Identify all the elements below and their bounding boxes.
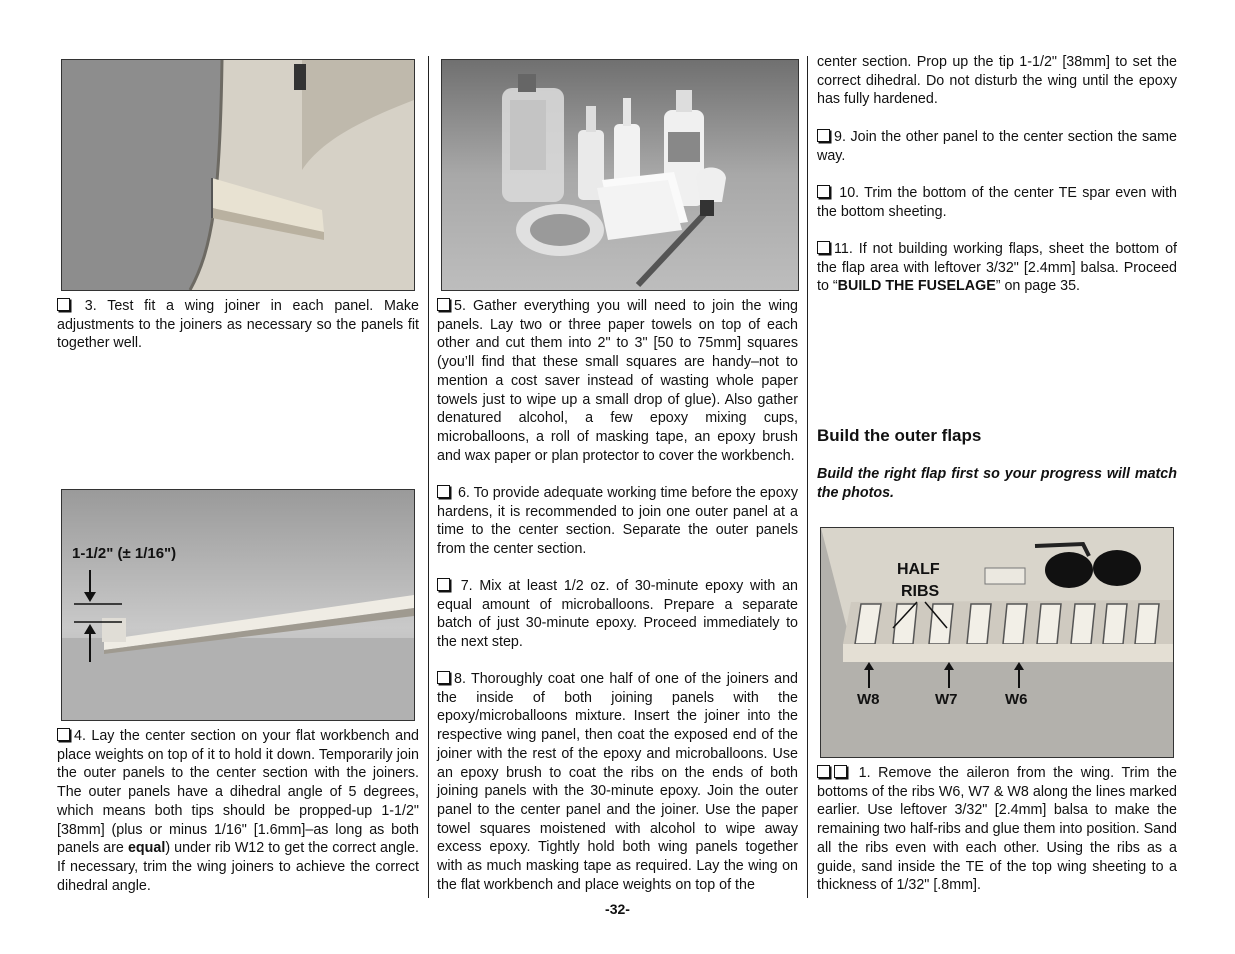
checkbox-icon[interactable] [817,241,830,254]
label-ribs: RIBS [901,583,940,600]
checkbox-icon[interactable] [57,728,70,741]
checkbox-icon[interactable] [834,765,847,778]
label-w6: W6 [1005,691,1028,708]
flap-step-1: 1. Remove the aileron from the wing. Trim the bottoms of the ribs W6, W7 & W8 along the lines marked earlier. Use leftover 3/32" [2.4mm] balsa to make the remaining two half-ribs and glue them into position. Sand all the ribs even with each other. Using the ribs as a guide, sand inside the TE of the top wing sheeting to a thickness of 1/32" [.8mm]. [817,765,1178,894]
checkbox-icon[interactable] [57,298,70,311]
step-3: 3. Test fit a wing joiner in each panel. Make adjustments to the joiners as necessary so the panels fit together well. [57,298,419,352]
step-11: 11. If not building working flaps, sheet the bottom of the flap area with leftover 3/32" [2.4mm] balsa. Proceed to “BUILD THE FUSELAGE” on page 35. [817,241,1177,295]
checkbox-icon[interactable] [437,578,450,591]
step-8: 8. Thoroughly coat one half of one of the joiners and the inside of both joining panels with the epoxy/microballoons mixture. Insert the joiner into the respective wing panel, then coat the exposed end of the joiner with the rest of the epoxy and microballoons. Use an epoxy brush to coat the ribs on the ends of both joining panels with the 30-minute epoxy. Join the outer panel to the center panel and the joiner. Use the paper towel squares moistened with alcohol to wipe away excess epoxy. Tightly hold both wing panels together with as much masking tape as required. Lay the wing on the flat workbench and place weights on top of the [437,671,798,893]
checkbox-icon[interactable] [437,298,450,311]
step-10: 10. Trim the bottom of the center TE spar even with the bottom sheeting. [817,185,1177,220]
step-8-continued: center section. Prop up the tip 1-1/2" [38mm] to set the correct dihedral. Do not disturb the wing until the epoxy has fully hardened. [817,54,1177,108]
photo-dihedral-measure [61,489,415,721]
column-rule-right [807,56,808,898]
step-5: 5. Gather everything you will need to join the wing panels. Lay two or three paper towels on top of each other and cut them into 2" to 3" [50 to 75mm] squares (you’ll find that these small squares are handy–not to mention a cost saver instead of wasting whole paper towels just to wipe up a small drop of glue). Also gather denatured alcohol, a few epoxy mixing cups, microballoons, a roll of masking tape, an epoxy brush and wax paper or plan protector to cover the workbench. [437,298,798,464]
step-6: 6. To provide adequate working time before the epoxy hardens, it is recommended to join one outer panel at a time to the center section. Separate the outer panels from the center section. [437,485,798,558]
label-w8: W8 [857,691,880,708]
photo-half-ribs [820,527,1174,758]
photo-wing-joiner-test-fit [61,59,415,291]
checkbox-icon[interactable] [817,185,830,198]
label-half: HALF [897,561,940,578]
photo-gluing-supplies [441,59,799,291]
page-number: -32- [605,901,630,917]
checkbox-icon[interactable] [437,485,450,498]
label-w7: W7 [935,691,958,708]
section-lead: Build the right flap first so your progress will match the photos. [817,466,1177,501]
step-7: 7. Mix at least 1/2 oz. of 30-minute epoxy with an equal amount of microballoons. Prepare a separate batch of just 30-minute epoxy. Proceed immediately to the next step. [437,578,798,651]
step-9: 9. Join the other panel to the center section the same way. [817,129,1177,164]
checkbox-icon[interactable] [817,765,830,778]
section-heading: Build the outer flaps [817,426,982,445]
checkbox-icon[interactable] [437,671,450,684]
dihedral-label: 1-1/2" (± 1/16") [72,545,177,562]
step-4: 4. Lay the center section on your flat workbench and place weights on top of it to hold it down. Temporarily join the outer panels to the center section with the joiners. The outer panels have a dihedral angle of 5 degrees, which means both tips should be propped-up 1-1/2" [38mm] (plus or minus 1/16" [1.6mm]–as long as both panels are equal) under rib W12 to get the correct angle. If necessary, trim the wing joiners to achieve the correct dihedral angle. [57,728,419,894]
checkbox-icon[interactable] [817,129,830,142]
column-rule-left [428,56,429,898]
